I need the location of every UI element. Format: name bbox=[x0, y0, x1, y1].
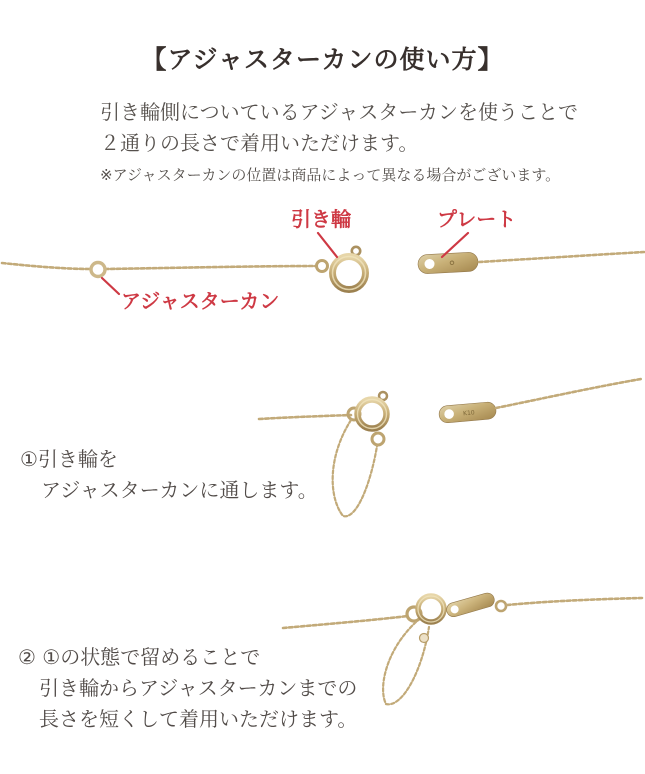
chain-right-path bbox=[479, 252, 644, 262]
label-clasp: 引き輪 bbox=[291, 207, 351, 231]
jump-ring-shape bbox=[317, 261, 328, 272]
plate-stamp-text: K10 bbox=[462, 409, 475, 418]
label-plate: プレート bbox=[437, 207, 517, 231]
intro-line-1: 引き輪側についているアジャスターカンを使うことで bbox=[100, 100, 578, 124]
chain-right-path bbox=[496, 379, 641, 408]
step1-text bbox=[20, 444, 318, 506]
label-adjuster: アジャスターカン bbox=[121, 289, 280, 313]
spring-clasp-highlight bbox=[358, 400, 387, 429]
plate-shape bbox=[445, 591, 496, 618]
necklace-overview-photo bbox=[0, 238, 645, 333]
chain-left-path bbox=[2, 263, 316, 269]
intro-paragraph bbox=[100, 97, 578, 187]
hanging-loop-chain-path bbox=[333, 420, 377, 516]
chain-right-path bbox=[507, 598, 642, 605]
adjuster-ring-shape bbox=[91, 263, 105, 277]
step2-line-2: 引き輪からアジャスターカンまでの bbox=[39, 676, 358, 700]
spring-clasp-highlight bbox=[418, 596, 444, 622]
chain-left-path bbox=[259, 415, 351, 419]
page-title: 【アジャスターカンの使い方】 bbox=[141, 45, 504, 74]
intro-note: ※アジャスターカンの位置は商品によって異なる場合がございます。 bbox=[100, 166, 561, 184]
bead-charm-shape bbox=[420, 634, 429, 643]
end-ring-shape bbox=[496, 601, 506, 611]
step2-text bbox=[18, 642, 357, 735]
chain-left-path bbox=[283, 616, 408, 628]
spring-clasp-highlight bbox=[333, 257, 366, 290]
step1-line-1: ①引き輪を bbox=[20, 447, 118, 471]
intro-line-2: ２通りの長さで着用いただけます。 bbox=[100, 131, 419, 155]
step2-line-1: ② ①の状態で留めることで bbox=[18, 645, 261, 669]
step1-line-2: アジャスターカンに通します。 bbox=[41, 478, 318, 502]
step2-line-3: 長さを短くして着用いただけます。 bbox=[39, 707, 358, 731]
adjuster-ring-shape bbox=[372, 433, 384, 445]
